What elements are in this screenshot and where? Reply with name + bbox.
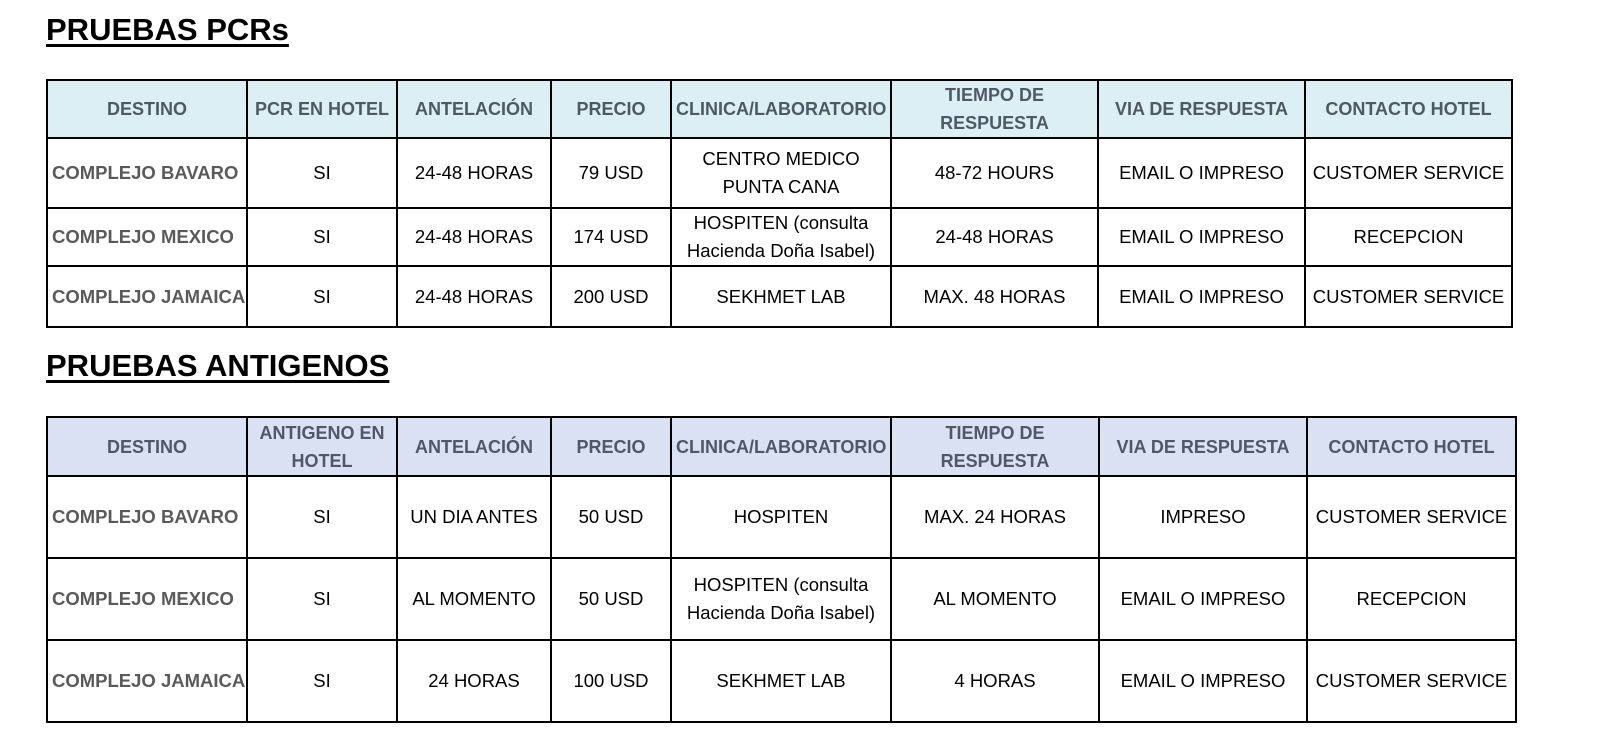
cell-en-hotel: SI (247, 138, 397, 208)
cell-destino: COMPLEJO BAVARO (47, 476, 247, 558)
cell-clinica: HOSPITEN (consulta Hacienda Doña Isabel) (671, 208, 891, 266)
header-contacto-hotel: CONTACTO HOTEL (1307, 417, 1516, 476)
table-row (47, 208, 1512, 266)
table-row (47, 558, 1516, 640)
cell-tiempo-respuesta: 24-48 HORAS (891, 208, 1098, 266)
cell-tiempo-respuesta: 4 HORAS (891, 640, 1099, 722)
cell-tiempo-respuesta: 48-72 HOURS (891, 138, 1098, 208)
cell-via-respuesta: EMAIL O IMPRESO (1098, 138, 1305, 208)
pcr-table (46, 79, 1513, 328)
cell-via-respuesta: EMAIL O IMPRESO (1099, 640, 1307, 722)
cell-en-hotel: SI (247, 476, 397, 558)
cell-destino: COMPLEJO BAVARO (47, 138, 247, 208)
cell-clinica: HOSPITEN (671, 476, 891, 558)
cell-tiempo-respuesta: MAX. 48 HORAS (891, 266, 1098, 327)
cell-contacto-hotel: CUSTOMER SERVICE (1305, 266, 1512, 327)
header-contacto-hotel: CONTACTO HOTEL (1305, 80, 1512, 138)
cell-precio: 200 USD (551, 266, 671, 327)
cell-clinica: HOSPITEN (consulta Hacienda Doña Isabel) (671, 558, 891, 640)
cell-via-respuesta: EMAIL O IMPRESO (1098, 208, 1305, 266)
cell-contacto-hotel: CUSTOMER SERVICE (1307, 640, 1516, 722)
cell-via-respuesta: EMAIL O IMPRESO (1098, 266, 1305, 327)
cell-antelacion: UN DIA ANTES (397, 476, 551, 558)
cell-destino: COMPLEJO JAMAICA (47, 640, 247, 722)
header-antelacion: ANTELACIÓN (397, 80, 551, 138)
cell-via-respuesta: EMAIL O IMPRESO (1099, 558, 1307, 640)
cell-destino: COMPLEJO MEXICO (47, 208, 247, 266)
antigen-header-row (47, 417, 1516, 476)
cell-contacto-hotel: CUSTOMER SERVICE (1305, 138, 1512, 208)
cell-contacto-hotel: RECEPCION (1305, 208, 1512, 266)
cell-precio: 100 USD (551, 640, 671, 722)
cell-contacto-hotel: CUSTOMER SERVICE (1307, 476, 1516, 558)
header-tiempo-respuesta: TIEMPO DE RESPUESTA (891, 417, 1099, 476)
cell-tiempo-respuesta: AL MOMENTO (891, 558, 1099, 640)
header-destino: DESTINO (47, 417, 247, 476)
cell-contacto-hotel: RECEPCION (1307, 558, 1516, 640)
cell-antelacion: 24-48 HORAS (397, 138, 551, 208)
antigen-table (46, 416, 1517, 723)
header-tiempo-respuesta: TIEMPO DE RESPUESTA (891, 80, 1098, 138)
pcr-header-row (47, 80, 1512, 138)
pcr-section-title: PRUEBAS PCRs (46, 12, 289, 47)
cell-precio: 50 USD (551, 476, 671, 558)
cell-tiempo-respuesta: MAX. 24 HORAS (891, 476, 1099, 558)
cell-en-hotel: SI (247, 266, 397, 327)
antigen-section-title: PRUEBAS ANTIGENOS (46, 348, 390, 383)
cell-en-hotel: SI (247, 558, 397, 640)
cell-precio: 50 USD (551, 558, 671, 640)
header-via-respuesta: VIA DE RESPUESTA (1098, 80, 1305, 138)
header-pcr-en-hotel: PCR EN HOTEL (247, 80, 397, 138)
cell-precio: 79 USD (551, 138, 671, 208)
cell-antelacion: AL MOMENTO (397, 558, 551, 640)
header-precio: PRECIO (551, 417, 671, 476)
cell-en-hotel: SI (247, 640, 397, 722)
cell-antelacion: 24-48 HORAS (397, 208, 551, 266)
table-row (47, 640, 1516, 722)
header-precio: PRECIO (551, 80, 671, 138)
header-clinica: CLINICA/LABORATORIO (671, 417, 891, 476)
cell-clinica: SEKHMET LAB (671, 266, 891, 327)
cell-destino: COMPLEJO JAMAICA (47, 266, 247, 327)
header-via-respuesta: VIA DE RESPUESTA (1099, 417, 1307, 476)
header-clinica: CLINICA/LABORATORIO (671, 80, 891, 138)
table-row (47, 476, 1516, 558)
cell-clinica: CENTRO MEDICO PUNTA CANA (671, 138, 891, 208)
cell-precio: 174 USD (551, 208, 671, 266)
table-row (47, 138, 1512, 208)
header-destino: DESTINO (47, 80, 247, 138)
cell-destino: COMPLEJO MEXICO (47, 558, 247, 640)
header-antigeno-en-hotel: ANTIGENO EN HOTEL (247, 417, 397, 476)
cell-antelacion: 24 HORAS (397, 640, 551, 722)
table-row (47, 266, 1512, 327)
cell-en-hotel: SI (247, 208, 397, 266)
cell-via-respuesta: IMPRESO (1099, 476, 1307, 558)
header-antelacion: ANTELACIÓN (397, 417, 551, 476)
cell-clinica: SEKHMET LAB (671, 640, 891, 722)
cell-antelacion: 24-48 HORAS (397, 266, 551, 327)
